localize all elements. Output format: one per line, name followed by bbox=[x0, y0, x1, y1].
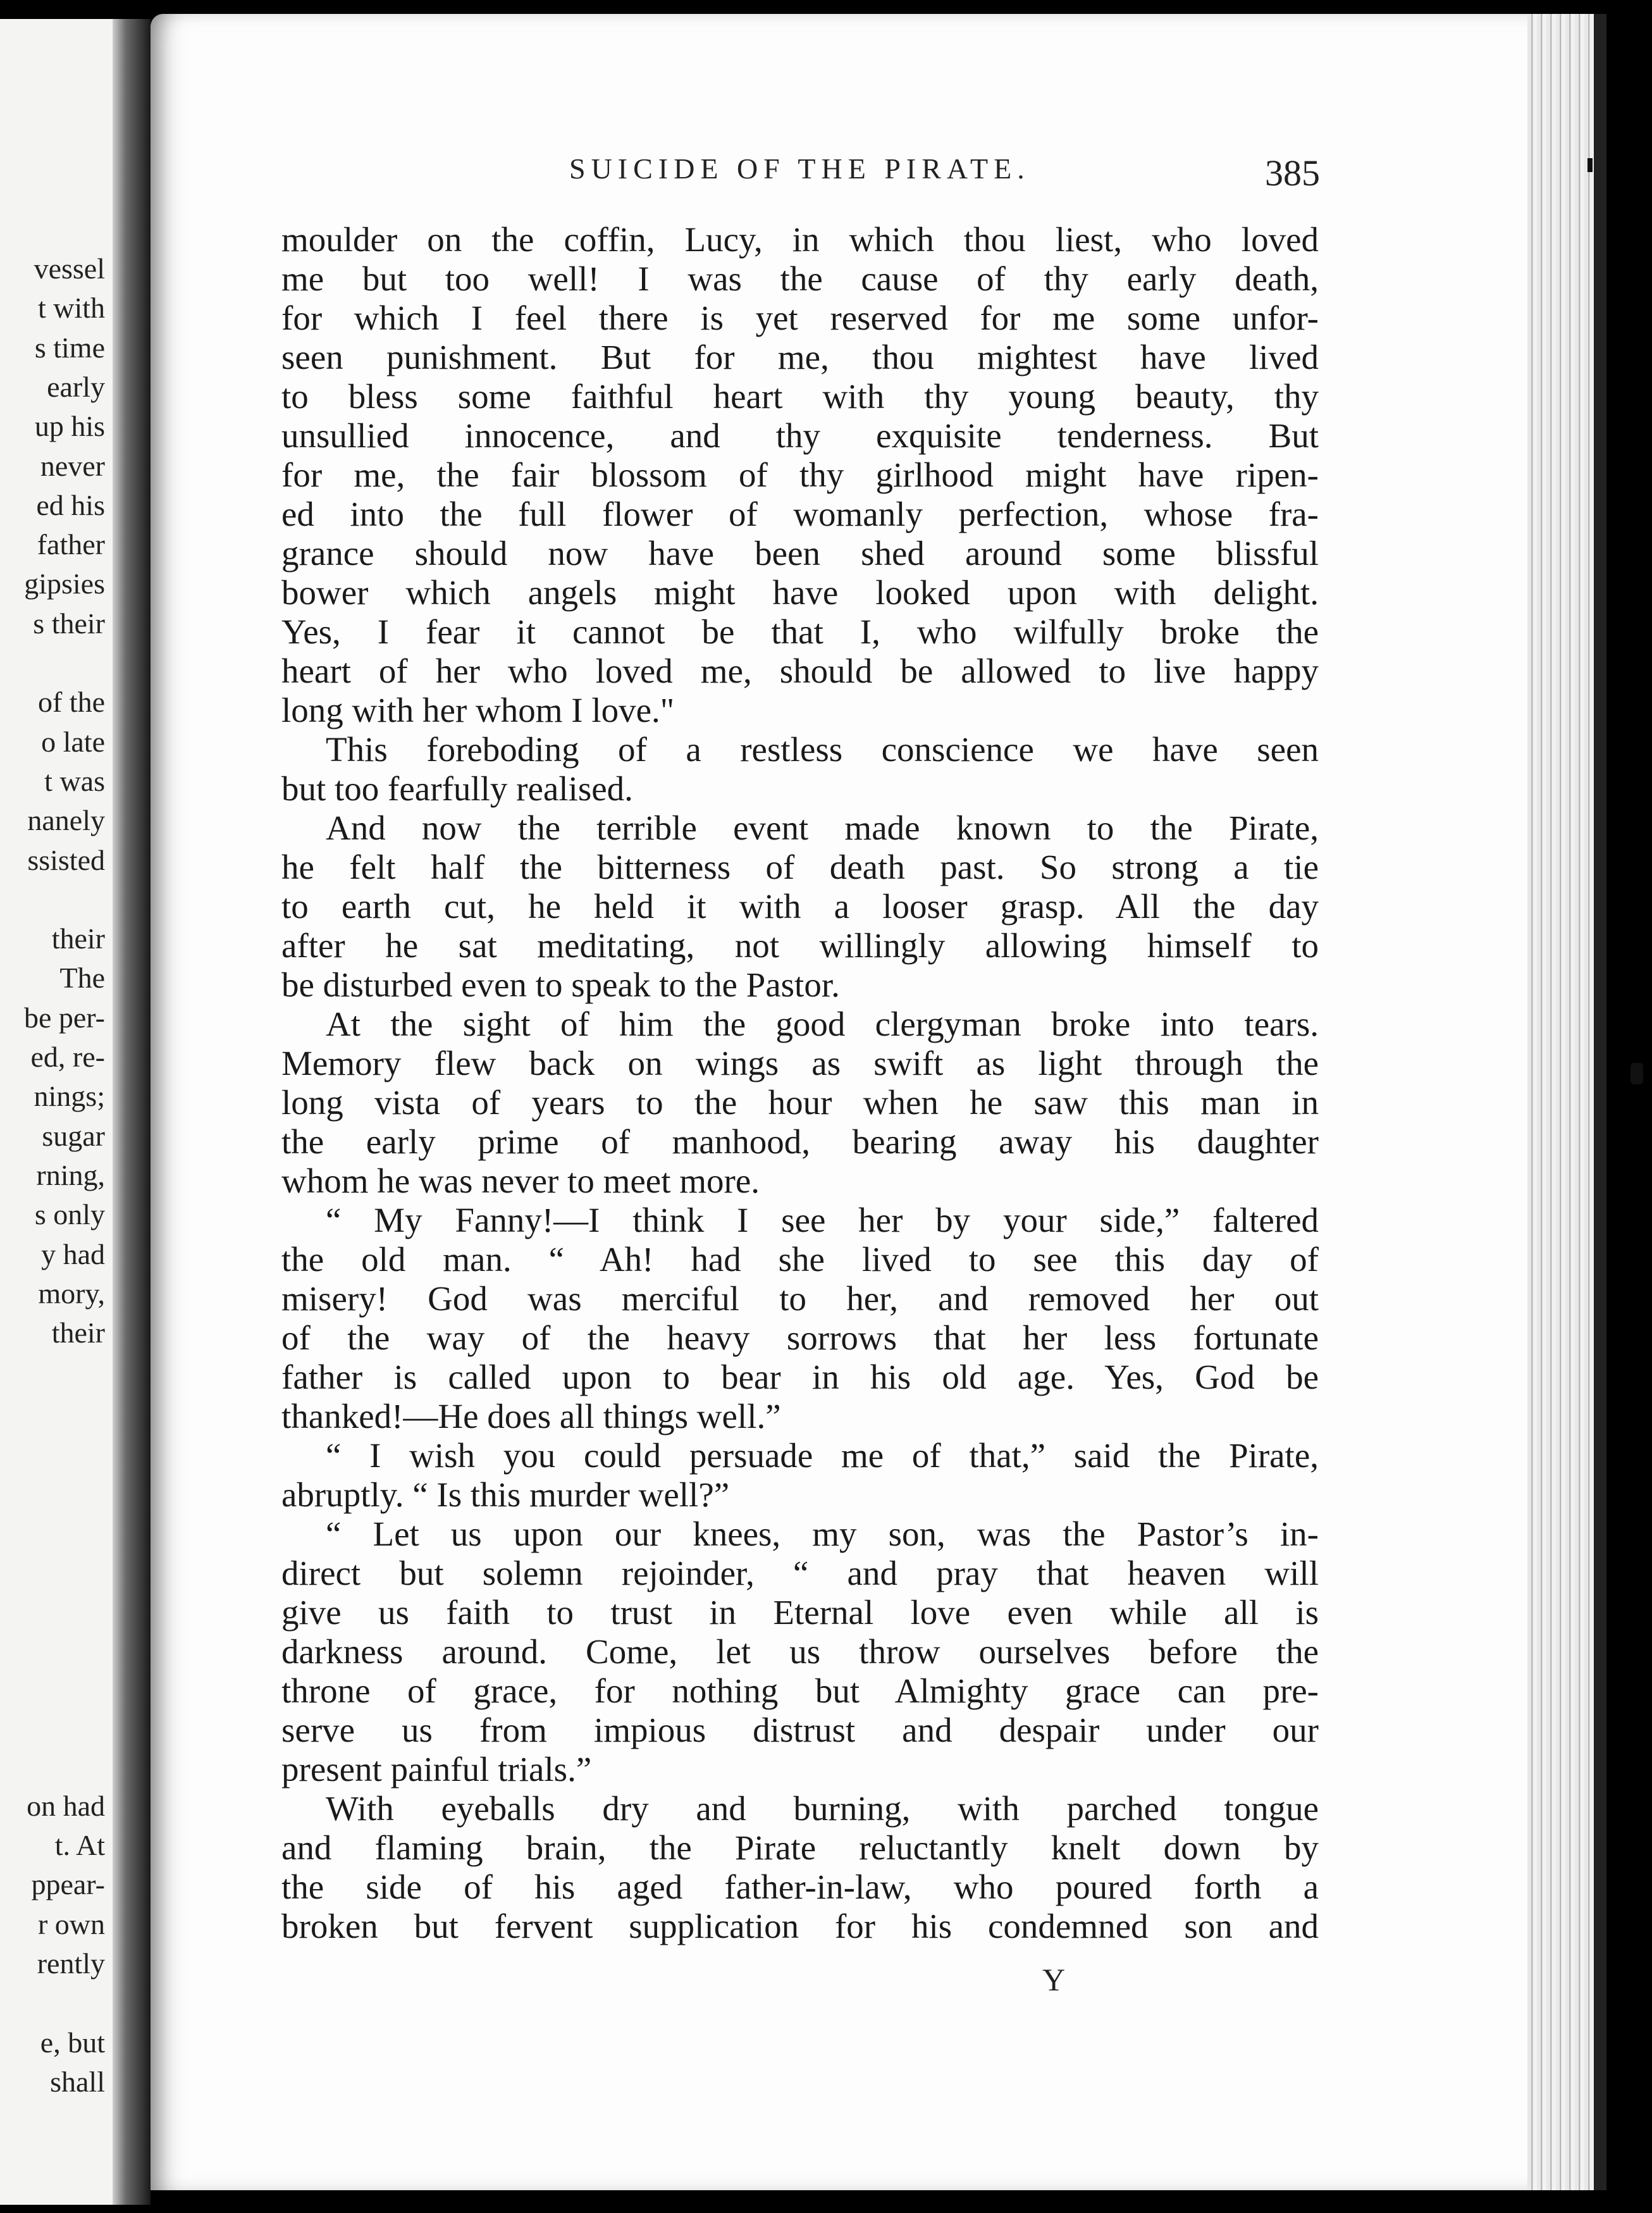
facing-page-line: father bbox=[37, 528, 105, 561]
page-body-text bbox=[281, 220, 1319, 1946]
facing-page-line: mory, bbox=[38, 1277, 105, 1310]
text-line: to earth cut, he held it with a looser grasp. All the day bbox=[281, 887, 1319, 926]
text-line: moulder on the coffin, Lucy, in which thou liest, who loved bbox=[281, 220, 1319, 259]
facing-page-line: ppear- bbox=[31, 1868, 105, 1901]
text-line: for me, the fair blossom of thy girlhood might have ripen- bbox=[281, 456, 1319, 494]
text-line: At the sight of him the good clergyman broke into tears. bbox=[326, 1005, 1319, 1043]
facing-page-line: sugar bbox=[42, 1119, 105, 1152]
text-line: With eyeballs dry and burning, with parched tongue bbox=[326, 1789, 1319, 1828]
facing-page-line: vessel bbox=[34, 252, 105, 285]
text-line: for which I feel there is yet reserved for me some unfor- bbox=[281, 299, 1319, 337]
facing-page-line: be per- bbox=[23, 1001, 105, 1034]
facing-page-line: never bbox=[40, 449, 105, 482]
facing-page-line: o late bbox=[41, 725, 105, 758]
page-stack-shadow bbox=[1594, 14, 1606, 2190]
facing-page-line: t. At bbox=[54, 1829, 105, 1861]
text-line: bower which angels might have looked upon with delight. bbox=[281, 573, 1319, 612]
text-line: And now the terrible event made known to the Pirate, bbox=[326, 809, 1319, 847]
facing-page-line: early bbox=[47, 370, 105, 403]
text-line: Yes, I fear it cannot be that I, who wilfully broke the bbox=[281, 612, 1319, 651]
page-stack-edges bbox=[1527, 14, 1594, 2190]
facing-page-line: e, but bbox=[40, 2026, 105, 2059]
text-line: of the way of the heavy sorrows that her less fortunate bbox=[281, 1318, 1319, 1357]
facing-page-line: s only bbox=[34, 1198, 105, 1231]
text-line: grance should now have been shed around some blissful bbox=[281, 534, 1319, 573]
page-number: 385 bbox=[1265, 152, 1320, 194]
facing-page-left bbox=[0, 19, 113, 2205]
text-line: ed into the full flower of womanly perfection, whose fra- bbox=[281, 495, 1319, 533]
facing-page-line: their bbox=[51, 922, 105, 955]
facing-page-line: t was bbox=[44, 764, 105, 797]
facing-page-line: ssisted bbox=[27, 843, 105, 876]
text-line: give us faith to trust in Eternal love even while all is bbox=[281, 1593, 1319, 1632]
facing-page-line: up his bbox=[34, 410, 105, 443]
facing-page-line: rently bbox=[37, 1947, 105, 1980]
text-line: serve us from impious distrust and despair under our bbox=[281, 1711, 1319, 1749]
facing-page-line: of the bbox=[37, 686, 105, 719]
text-line: This foreboding of a restless conscience we have seen bbox=[326, 730, 1319, 769]
text-line: father is called upon to bear in his old age. Yes, God be bbox=[281, 1358, 1319, 1396]
text-line: and flaming brain, the Pirate reluctantly knelt down by bbox=[281, 1828, 1319, 1867]
text-line: abruptly. “ Is this murder well?” bbox=[281, 1475, 730, 1514]
text-line: direct but solemn rejoinder, “ and pray that heaven will bbox=[281, 1554, 1319, 1592]
text-line: present painful trials.” bbox=[281, 1750, 592, 1788]
text-line: broken but fervent supplication for his condemned son and bbox=[281, 1907, 1319, 1945]
text-line: throne of grace, for nothing but Almighty grace can pre- bbox=[281, 1671, 1319, 1710]
text-line: to bless some faithful heart with thy young beauty, thy bbox=[281, 377, 1319, 416]
text-line: “ Let us upon our knees, my son, was the Pastor’s in- bbox=[326, 1515, 1319, 1553]
facing-page-line: ed, re- bbox=[30, 1041, 105, 1073]
facing-page-line: their bbox=[51, 1317, 105, 1349]
facing-page-line: nings; bbox=[34, 1080, 105, 1113]
text-line: but too fearfully realised. bbox=[281, 769, 633, 808]
text-line: thanked!—He does all things well.” bbox=[281, 1397, 781, 1435]
text-line: darkness around. Come, let us throw ourselves before the bbox=[281, 1632, 1319, 1671]
facing-page-line: t with bbox=[37, 292, 105, 325]
facing-page-line: The bbox=[59, 962, 105, 995]
text-line: whom he was never to meet more. bbox=[281, 1162, 760, 1200]
text-line: the early prime of manhood, bearing away his daughter bbox=[281, 1122, 1319, 1161]
text-line: long vista of years to the hour when he saw this man in bbox=[281, 1083, 1319, 1122]
text-line: me but too well! I was the cause of thy early death, bbox=[281, 259, 1319, 298]
text-line: unsullied innocence, and thy exquisite tenderness. But bbox=[281, 416, 1319, 455]
text-line: “ I wish you could persuade me of that,” said the Pirate, bbox=[326, 1436, 1319, 1475]
facing-page-line: r own bbox=[37, 1907, 105, 1940]
facing-page-line: s time bbox=[34, 331, 105, 364]
text-line: misery! God was merciful to her, and removed her out bbox=[281, 1279, 1319, 1318]
scan-speck bbox=[1630, 1063, 1643, 1084]
book-gutter bbox=[113, 19, 151, 2205]
text-line: seen punishment. But for me, thou mightest have lived bbox=[281, 338, 1319, 376]
signature-mark: Y bbox=[1042, 1962, 1066, 1997]
text-line: after he sat meditating, not willingly allowing himself to bbox=[281, 926, 1319, 965]
facing-page-line: rning, bbox=[36, 1158, 105, 1191]
facing-page-line: y had bbox=[41, 1237, 105, 1270]
scan-speck bbox=[1587, 158, 1593, 172]
facing-page-line: nanely bbox=[27, 804, 105, 837]
facing-page-line: gipsies bbox=[24, 567, 105, 600]
facing-page-line: on had bbox=[27, 1789, 105, 1822]
facing-page-line: s their bbox=[33, 607, 105, 640]
facing-page-line: shall bbox=[50, 2065, 105, 2098]
text-line: long with her whom I love." bbox=[281, 691, 675, 729]
facing-page-line: ed his bbox=[36, 488, 105, 521]
text-line: he felt half the bitterness of death past. So strong a tie bbox=[281, 848, 1319, 886]
text-line: the old man. “ Ah! had she lived to see this day of bbox=[281, 1240, 1319, 1279]
text-line: the side of his aged father-in-law, who poured forth a bbox=[281, 1868, 1319, 1906]
text-line: Memory flew back on wings as swift as light through the bbox=[281, 1044, 1319, 1082]
text-line: “ My Fanny!—I think I see her by your side,” faltered bbox=[326, 1201, 1319, 1239]
text-line: be disturbed even to speak to the Pastor. bbox=[281, 965, 840, 1004]
running-head: SUICIDE OF THE PIRATE. bbox=[569, 152, 1030, 185]
text-line: heart of her who loved me, should be allowed to live happy bbox=[281, 652, 1319, 690]
